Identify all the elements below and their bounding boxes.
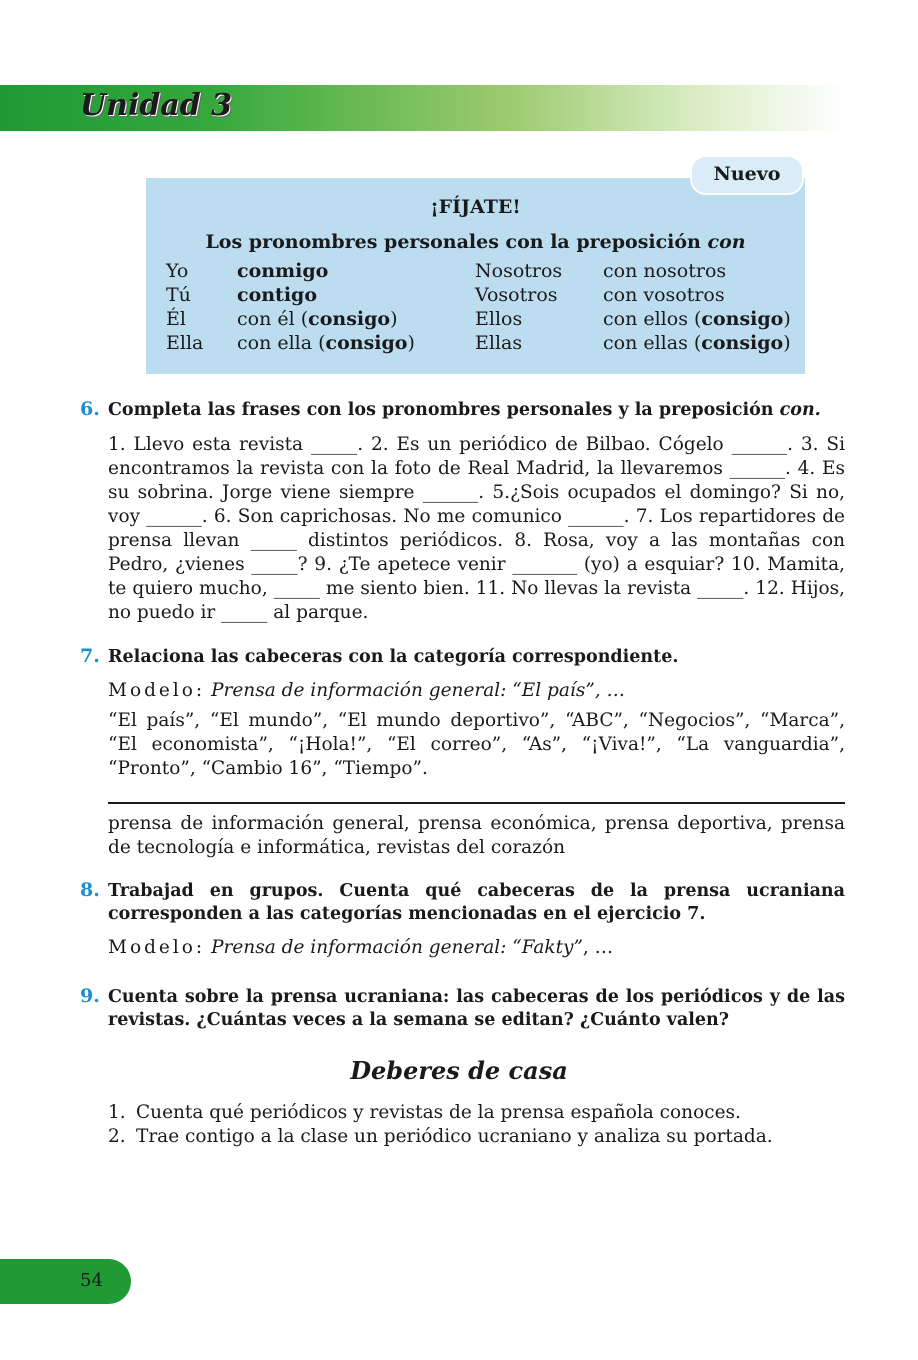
exercise-9-instruction: Cuenta sobre la prensa ucraniana: las cabeceras de los periódicos y de las revistas. ¿Cuántas veces a la semana se editan? ¿Cuánto valen? <box>108 987 845 1030</box>
pronoun-form-plural: con vosotros <box>603 284 725 306</box>
exercise-6-number: 6. <box>80 398 100 420</box>
nuevo-badge: Nuevo <box>690 155 804 195</box>
fijate-title: ¡FÍJATE! <box>430 196 521 218</box>
pronoun-plural: Nosotros <box>475 260 563 282</box>
pronoun-form-plural: con nosotros <box>603 260 727 282</box>
page-number: 54 <box>80 1270 103 1291</box>
fijate-subtitle: Los pronombres personales con la preposición con <box>205 231 746 253</box>
exercise-9-number: 9. <box>80 985 100 1007</box>
pronoun-plural: Vosotros <box>475 284 558 306</box>
answer-line <box>108 802 845 804</box>
pronoun-form-singular: con ella (consigo) <box>237 332 415 354</box>
pronoun-form-plural: con ellas (consigo) <box>603 332 791 354</box>
pronoun-singular: Ella <box>166 332 204 354</box>
page-number-tab <box>0 1259 131 1304</box>
homework-title: Deberes de casa <box>350 1056 568 1085</box>
exercise-8-modelo: Modelo: Prensa de información general: “Fakty”, … <box>108 937 614 958</box>
exercise-7-number: 7. <box>80 645 100 667</box>
exercise-7-modelo: Modelo: Prensa de información general: “El país”, … <box>108 680 626 701</box>
exercise-8-number: 8. <box>80 879 100 901</box>
exercise-8-instruction: Trabajad en grupos. Cuenta qué cabeceras de la prensa ucraniana corresponden a las categorías mencionadas en el ejercicio 7. <box>108 881 845 924</box>
exercise-6-instruction: Completa las frases con los pronombres personales y la preposición con. <box>108 400 821 420</box>
pronoun-singular: Yo <box>166 260 189 282</box>
pronoun-plural: Ellas <box>475 332 523 354</box>
exercise-7-headlines: “El país”, “El mundo”, “El mundo deportivo”, “ABC”, “Negocios”, “Marca”, “El economista”, “¡Hola!”, “El correo”, “As”, “¡Viva!”, “La vanguardia”, “Pronto”, “Cambio 16”, “Tiempo”. <box>108 710 845 779</box>
homework-item: 2. Trae contigo a la clase un periódico ucraniano y analiza su portada. <box>108 1126 773 1147</box>
pronoun-singular: Él <box>166 308 186 330</box>
pronoun-form-singular: contigo <box>237 284 318 306</box>
pronoun-form-singular: conmigo <box>237 260 329 282</box>
pronoun-singular: Tú <box>166 284 191 306</box>
unit-title: Unidad 3 <box>80 88 233 123</box>
pronoun-plural: Ellos <box>475 308 523 330</box>
pronoun-form-singular: con él (consigo) <box>237 308 398 330</box>
exercise-6-text: 1. Llevo esta revista _____. 2. Es un periódico de Bilbao. Cógelo ______. 3. Si encontramos la revista con la foto de Real Madrid, la llevaremos ______. 4. Es su sobrina. Jorge viene siempre ______. 5.¿Sois ocupados el domingo? Si no, voy ______. 6. Son caprichosas. No me comunico ______. 7. Los repartidores de prensa llevan _____ distintos periódicos. 8. Rosa, voy a las montañas con Pedro, ¿vienes _____? 9. ¿Te apetece venir _______ (yo) a esquiar? 10. Mamita, te quiero mucho, _____ me siento bien. 11. No llevas la revista _____. 12. Hijos, no puedo ir _____ al parque. <box>108 434 845 623</box>
pronoun-form-plural: con ellos (consigo) <box>603 308 791 330</box>
homework-item: 1. Cuenta qué periódicos y revistas de la prensa española conoces. <box>108 1102 741 1123</box>
exercise-7-categories: prensa de información general, prensa económica, prensa deportiva, prensa de tecnología e informática, revistas del corazón <box>108 813 845 858</box>
exercise-7-instruction: Relaciona las cabeceras con la categoría correspondiente. <box>108 647 679 667</box>
